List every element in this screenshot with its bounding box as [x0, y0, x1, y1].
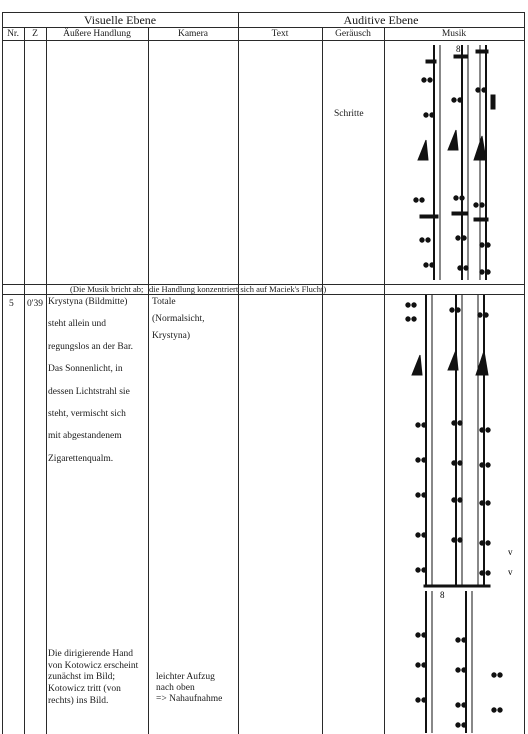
camera-line: => Nahaufnahme [156, 694, 223, 704]
action-line: rechts) ins Bild. [48, 696, 109, 706]
col-line-z [46, 27, 47, 734]
frame-left [2, 12, 3, 734]
camera-line: (Normalsicht, [152, 314, 205, 324]
action-line: Zigarettenqualm. [48, 454, 114, 464]
action-line: von Kotowicz erscheint [48, 661, 139, 671]
dynamic-mark: v [508, 547, 513, 557]
action-line: dessen Lichtstrahl sie [48, 387, 130, 397]
action-line: Krystyna (Bildmitte) [48, 297, 128, 307]
visual-level-heading: Visuelle Ebene [83, 13, 157, 27]
action-line: Die dirigierende Hand [48, 649, 133, 659]
shot-number: 5 [9, 299, 14, 309]
action-line: regungslos an der Bar. [48, 342, 133, 352]
camera-line: Krystyna) [152, 331, 190, 341]
col-header-camera: Kamera [177, 29, 209, 39]
col-header-nr: Nr. [7, 29, 19, 39]
dynamic-mark: v [508, 567, 513, 577]
camera-line: leichter Aufzug [156, 672, 215, 682]
col-header-action: Äußere Handlung [63, 29, 131, 39]
col-header-music: Musik [441, 29, 467, 39]
music-score-upper [396, 40, 516, 285]
action-line: steht, vermischt sich [48, 409, 126, 419]
action-line: zunächst im Bild; [48, 672, 116, 682]
col-header-sound: Geräusch [335, 29, 371, 39]
note-music-stops: (Die Musik bricht ab; [70, 284, 144, 294]
music-score-lower [396, 295, 520, 733]
col-line-action [148, 27, 149, 734]
octave-mark: 8 [456, 44, 461, 54]
octave-mark: 8 [440, 590, 445, 600]
camera-line: nach oben [156, 683, 195, 693]
shot-duration: 0'39 [27, 299, 43, 309]
auditive-level-heading: Auditive Ebene [343, 13, 419, 27]
action-line: steht allein und [48, 319, 107, 329]
col-line-nr [24, 27, 25, 734]
col-line-text [322, 27, 323, 734]
col-header-z: Z [32, 29, 38, 39]
col-header-text: Text [271, 29, 289, 39]
frame-right [524, 12, 525, 734]
camera-line: Totale [152, 297, 176, 307]
section-divider [238, 12, 239, 734]
action-line: Kotowicz tritt (von [48, 684, 121, 694]
col-line-sound [384, 27, 385, 734]
action-line: mit abgestandenem [48, 431, 122, 441]
note-focus-flight: die Handlung konzentriert sich auf Maciek's Flucht) [149, 284, 327, 294]
action-line: Das Sonnenlicht, in [48, 364, 123, 374]
sound-footsteps: Schritte [334, 109, 364, 119]
